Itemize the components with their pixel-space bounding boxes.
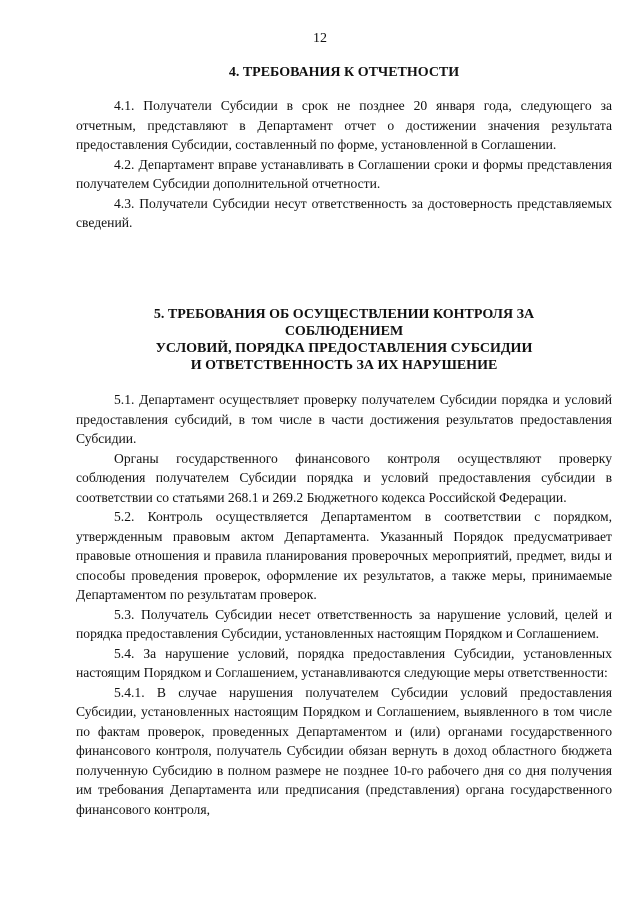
section-5-heading-line: И ОТВЕТСТВЕННОСТЬ ЗА ИХ НАРУШЕНИЕ [190, 358, 498, 373]
section-4-body [76, 96, 612, 233]
paragraph-5-3: 5.3. Получатель Субсидии несет ответственность за нарушение условий, целей и порядка предоставления Субсидии, установленных настоящим Порядком и Соглашением. [76, 606, 612, 641]
section-4-heading: 4. ТРЕБОВАНИЯ К ОТЧЕТНОСТИ [228, 65, 460, 80]
paragraph-5-1-organs: Органы государственного финансового контроля осуществляют проверку соблюдения получателем Субсидии порядка и условий предоставления субсидии в соответствии со статьями 268.1 и 269.2 Бюджетного кодекса Российской Федерации. [76, 450, 612, 505]
page-number: 12 [313, 31, 327, 46]
paragraph-4-3: 4.3. Получатели Субсидии несут ответственность за достоверность представляемых сведений. [76, 195, 612, 230]
paragraph-5-1: 5.1. Департамент осуществляет проверку получателем Субсидии порядка и условий предоставления субсидий, в том числе в части достижения результатов предоставления Субсидии. [76, 392, 612, 446]
paragraph-4-2: 4.2. Департамент вправе устанавливать в Соглашении сроки и формы представления получателем Субсидии дополнительной отчетности. [76, 156, 612, 191]
paragraph-5-2: 5.2. Контроль осуществляется Департаментом в соответствии с порядком, утвержденным правовым актом Департамента. Указанный Порядок предусматривает правовые отношения и правила планирования проверочных мероприятий, предмет, виды и способы проведения проверок, оформление их результатов, а также меры, принимаемые Департаментом по результатам проверок. [76, 509, 612, 602]
paragraph-5-4: 5.4. За нарушение условий, порядка предоставления Субсидии, установленных настоящим Порядком и Соглашением, устанавливаются следующие меры ответственности: [76, 645, 612, 680]
section-5-heading [76, 306, 612, 374]
section-5-heading-line: 5. ТРЕБОВАНИЯ ОБ ОСУЩЕСТВЛЕНИИ КОНТРОЛЯ ЗА [153, 307, 535, 322]
section-5-body [76, 390, 612, 819]
paragraph-5-4-1: 5.4.1. В случае нарушения получателем Субсидии условий предоставления Субсидии, установленных настоящим Порядком и Соглашением, выявленного в том числе по фактам проверок, проведенных Департаментом и (или) органами государственного финансового контроля, получатель Субсидии обязан вернуть в доход областного бюджета полученную Субсидию в полном размере не позднее 10-го рабочего дня со дня получения им требования Департамента или предписания (представления) органа государственного финансового контроля, [76, 684, 612, 817]
section-5-heading-line: СОБЛЮДЕНИЕМ [284, 324, 404, 339]
section-5-heading-line: УСЛОВИЙ, ПОРЯДКА ПРЕДОСТАВЛЕНИЯ СУБСИДИИ [155, 341, 533, 356]
paragraph-4-1: 4.1. Получатели Субсидии в срок не позднее 20 января года, следующего за отчетным, представляют в Департамент отчет о достижении значения результата предоставления Субсидии, составленный по форме, установленной в Соглашении. [76, 98, 612, 152]
